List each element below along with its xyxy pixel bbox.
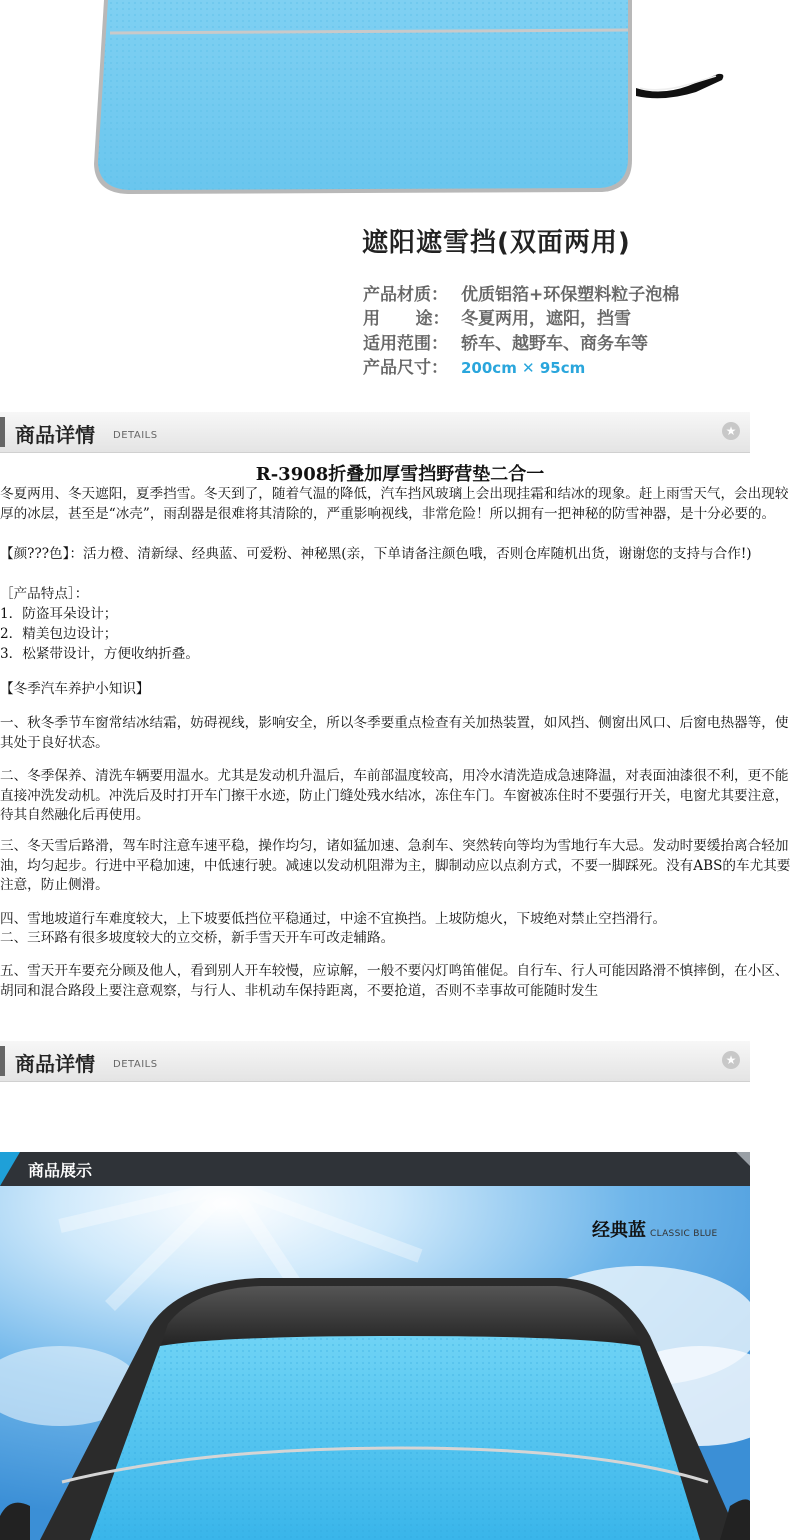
color-name-en: CLASSIC BLUE — [650, 1229, 718, 1239]
bar-accent — [0, 1152, 20, 1186]
article-title: R-3908折叠加厚雪挡野营垫二合一 — [255, 464, 545, 485]
spec-value: 200cm ✕ 95cm — [461, 359, 586, 377]
intro-paragraph: 冬夏两用、冬天遮阳，夏季挡雪。冬天到了，随着气温的降低，汽车挡风玻璃上会出现挂霜和结冰的现象。赶上雨雪天气，会出现较厚的冰层，甚至是“冰壳”，雨刮器是很难将其清除的，严重影响视线，非常危险！所以拥有一把神秘的防雪神器，是十分必要的。 — [0, 486, 789, 522]
section-accent — [0, 1046, 5, 1076]
section-title: 商品详情 — [15, 1052, 95, 1076]
spec-key: 产品材质： — [363, 285, 448, 305]
spec-key: 用 途： — [363, 309, 450, 329]
section-subtitle: DETAILS — [113, 1059, 158, 1070]
star-icon: ★ — [722, 1051, 740, 1069]
bar-corner — [736, 1152, 750, 1166]
tip-paragraph: 一、秋冬季节车窗常结冰结霜，妨碍视线，影响安全，所以冬季要重点检查有关加热装置，如风挡、侧窗出风口、后窗电热器等，使其处于良好状态。 — [0, 715, 789, 751]
tip-paragraph: 四、雪地坡道行车难度较大，上下坡要低挡位平稳通过，中途不宜换挡。上坡防熄火，下坡绝对禁止空挡滑行。 — [0, 911, 667, 927]
color-name-badge — [592, 1216, 718, 1242]
tip-paragraph: 三、冬天雪后路滑，驾车时注意车速平稳，操作均匀，诸如猛加速、急刹车、突然转向等均为雪地行车大忌。发动时要缓抬离合轻加油，均匀起步。行进中平稳加速，中低速行驶。减速以发动机阻滞为主，脚制动应以点刹方式，不要一脚踩死。没有ABS的车尤其要注意，防止侧滑。 — [0, 838, 791, 893]
spec-row-usage — [363, 304, 631, 329]
color-name-cn: 经典蓝 — [592, 1220, 646, 1241]
tip-paragraph: 二、三环路有很多坡度较大的立交桥，新手雪天开车可改走辅路。 — [0, 930, 395, 946]
feature-item: 2．精美包边设计； — [0, 626, 118, 642]
section-title: 商品详情 — [15, 423, 95, 447]
display-section-bar — [0, 1152, 750, 1186]
section-subtitle: DETAILS — [113, 430, 158, 441]
tip-paragraph: 二、冬季保养、清洗车辆要用温水。尤其是发动机升温后，车前部温度较高，用冷水清洗造成急速降温，对表面油漆很不利，更不能直接冲洗发动机。冲洗后及时打开车门擦干水迹，防止门缝处残水结冰，冻住车门。车窗被冻住时不要强行开关，电窗尤其要注意，待其自然融化后再使用。 — [0, 768, 789, 823]
spec-value: 优质铝箔+环保塑料粒子泡棉 — [461, 285, 680, 305]
feature-item: 1．防盗耳朵设计； — [0, 606, 118, 622]
tips-heading: 【冬季汽车养护小知识】 — [0, 681, 150, 697]
tip-paragraph: 五、雪天开车要充分顾及他人，看到别人开车较慢，应谅解，一般不要闪灯鸣笛催促。自行车、行人可能因路滑不慎摔倒，在小区、胡同和混合路段上要注意观察，与行人、非机动车保持距离，不要抢道，否则不幸事故可能随时发生 — [0, 963, 789, 999]
section-accent — [0, 417, 5, 447]
details-section-bar — [0, 412, 750, 453]
spec-value: 冬夏两用，遮阳，挡雪 — [461, 309, 631, 329]
spec-value: 轿车、越野车、商务车等 — [461, 334, 648, 354]
feature-item: 3．松紧带设计，方便收纳折叠。 — [0, 646, 199, 662]
features-heading: ［产品特点］： — [0, 586, 89, 602]
display-section-title: 商品展示 — [28, 1161, 93, 1180]
spec-row-size — [363, 353, 585, 378]
spec-row-scope — [363, 329, 648, 354]
product-headline: 遮阳遮雪挡(双面两用) — [362, 228, 631, 258]
color-paragraph: 【颜???色】：活力橙、清新绿、经典蓝、可爱粉、神秘黑(亲，下单请备注颜色哦，否则仓库随机出货，谢谢您的支持与合作!) — [0, 546, 752, 562]
details-section-bar-2 — [0, 1041, 750, 1082]
spec-key: 适用范围： — [363, 334, 448, 354]
spec-row-material — [363, 280, 679, 305]
star-icon: ★ — [722, 422, 740, 440]
spec-key: 产品尺寸： — [363, 358, 448, 378]
